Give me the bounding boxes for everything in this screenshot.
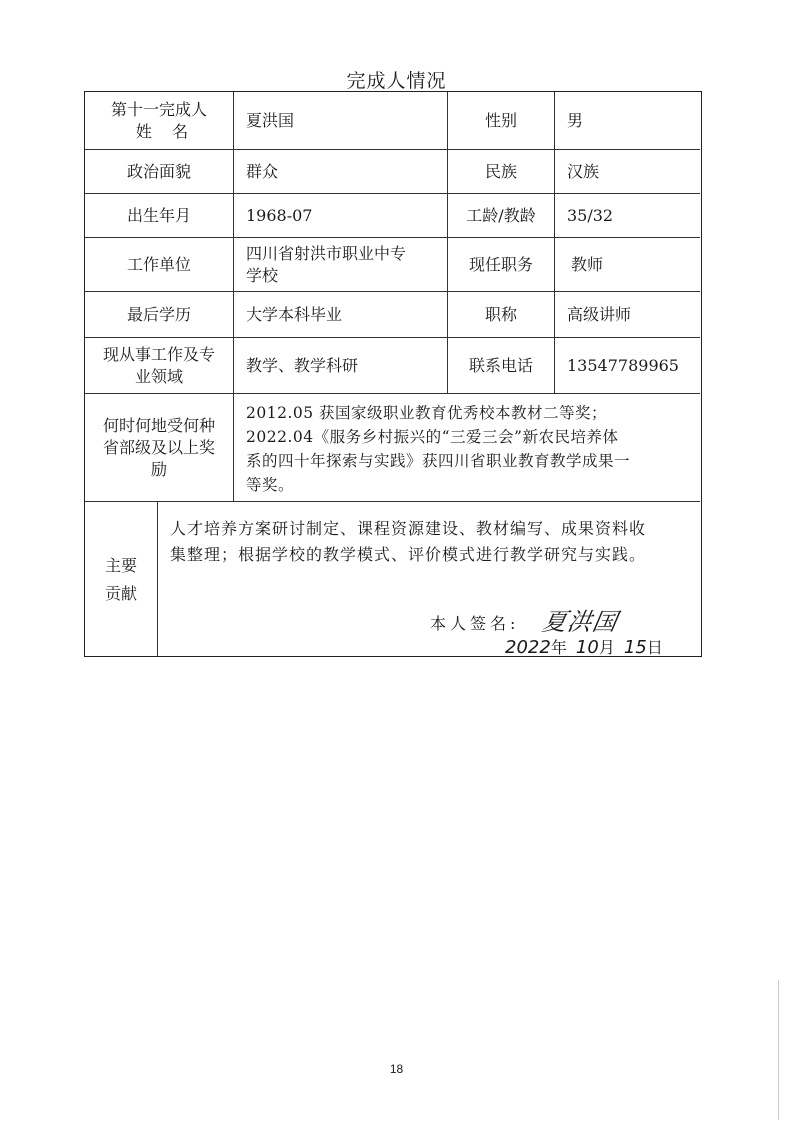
awards-line: 2012.05 获国家级职业教育优秀校本教材二等奖； [246, 404, 608, 422]
awards-line: 系的四十年探索与实践》获四川省职业教育教学成果一 [246, 452, 631, 470]
work-value-line2: 学校 [246, 265, 279, 285]
info-form-table [84, 91, 702, 657]
work-label: 工作单位 [126, 254, 191, 274]
education-label: 最后学历 [126, 304, 191, 324]
date-year-suffix: 年 [550, 638, 567, 657]
title-label: 职称 [484, 304, 517, 324]
awards-label-line1: 何时何地受何种 [102, 415, 215, 435]
birth-value: 1968-07 [246, 205, 313, 225]
birth-label: 出生年月 [126, 205, 191, 225]
handwritten-signature: 夏洪国 [540, 608, 621, 636]
date-month: 10 [575, 637, 599, 658]
seniority-value: 35/32 [567, 205, 614, 225]
contribution-text [158, 502, 700, 592]
awards-line: 等奖。 [246, 476, 295, 494]
name-label-line1: 第十一完成人 [110, 99, 207, 119]
gender-value: 男 [567, 110, 584, 130]
work-value-line1: 四川省射洪市职业中专 [246, 243, 407, 263]
date-day: 15 [623, 637, 647, 658]
gender-label: 性别 [484, 110, 517, 130]
field-label [85, 338, 233, 393]
date-day-suffix: 日 [646, 638, 663, 657]
date-month-suffix: 月 [598, 638, 615, 657]
phone-label: 联系电话 [468, 355, 533, 375]
ethnicity-label: 民族 [484, 161, 517, 181]
contribution-label-line2: 贡献 [104, 583, 137, 603]
page-title: 完成人情况 [346, 70, 447, 92]
title-value: 高级讲师 [567, 304, 632, 324]
contribution-line: 人才培养方案研讨制定、课程资源建设、教材编写、成果资料收 [170, 519, 647, 538]
contribution-label-line1: 主要 [104, 555, 137, 575]
page-number: 18 [389, 1062, 404, 1076]
signature-label: 本人签名: [430, 614, 520, 633]
ethnicity-value: 汉族 [567, 161, 600, 181]
position-label: 现任职务 [468, 254, 533, 274]
field-label-line2: 业领域 [134, 366, 183, 386]
work-value [234, 238, 447, 291]
position-value: 教师 [571, 254, 604, 274]
political-label: 政治面貌 [126, 161, 191, 181]
awards-text [234, 397, 700, 501]
education-value: 大学本科毕业 [246, 304, 343, 324]
name-value: 夏洪国 [246, 110, 295, 130]
political-value: 群众 [246, 161, 279, 181]
scan-edge-mark [778, 980, 779, 1120]
signature-date [505, 635, 663, 658]
date-year: 2022 [505, 637, 551, 658]
contribution-line: 集整理；根据学校的教学模式、评价模式进行教学研究与实践。 [170, 545, 647, 564]
name-label [85, 92, 233, 149]
seniority-label: 工龄/教龄 [466, 205, 536, 225]
field-value: 教学、教学科研 [246, 355, 359, 375]
awards-label-line3: 励 [150, 459, 167, 479]
field-label-line1: 现从事工作及专 [102, 344, 215, 364]
awards-label [85, 394, 233, 501]
phone-value: 13547789965 [567, 355, 679, 375]
name-label-line2: 姓 名 [135, 121, 189, 141]
awards-line: 2022.04《服务乡村振兴的“三爱三会”新农民培养体 [246, 428, 619, 446]
awards-label-line2: 省部级及以上奖 [102, 437, 215, 457]
contribution-label [85, 502, 157, 657]
